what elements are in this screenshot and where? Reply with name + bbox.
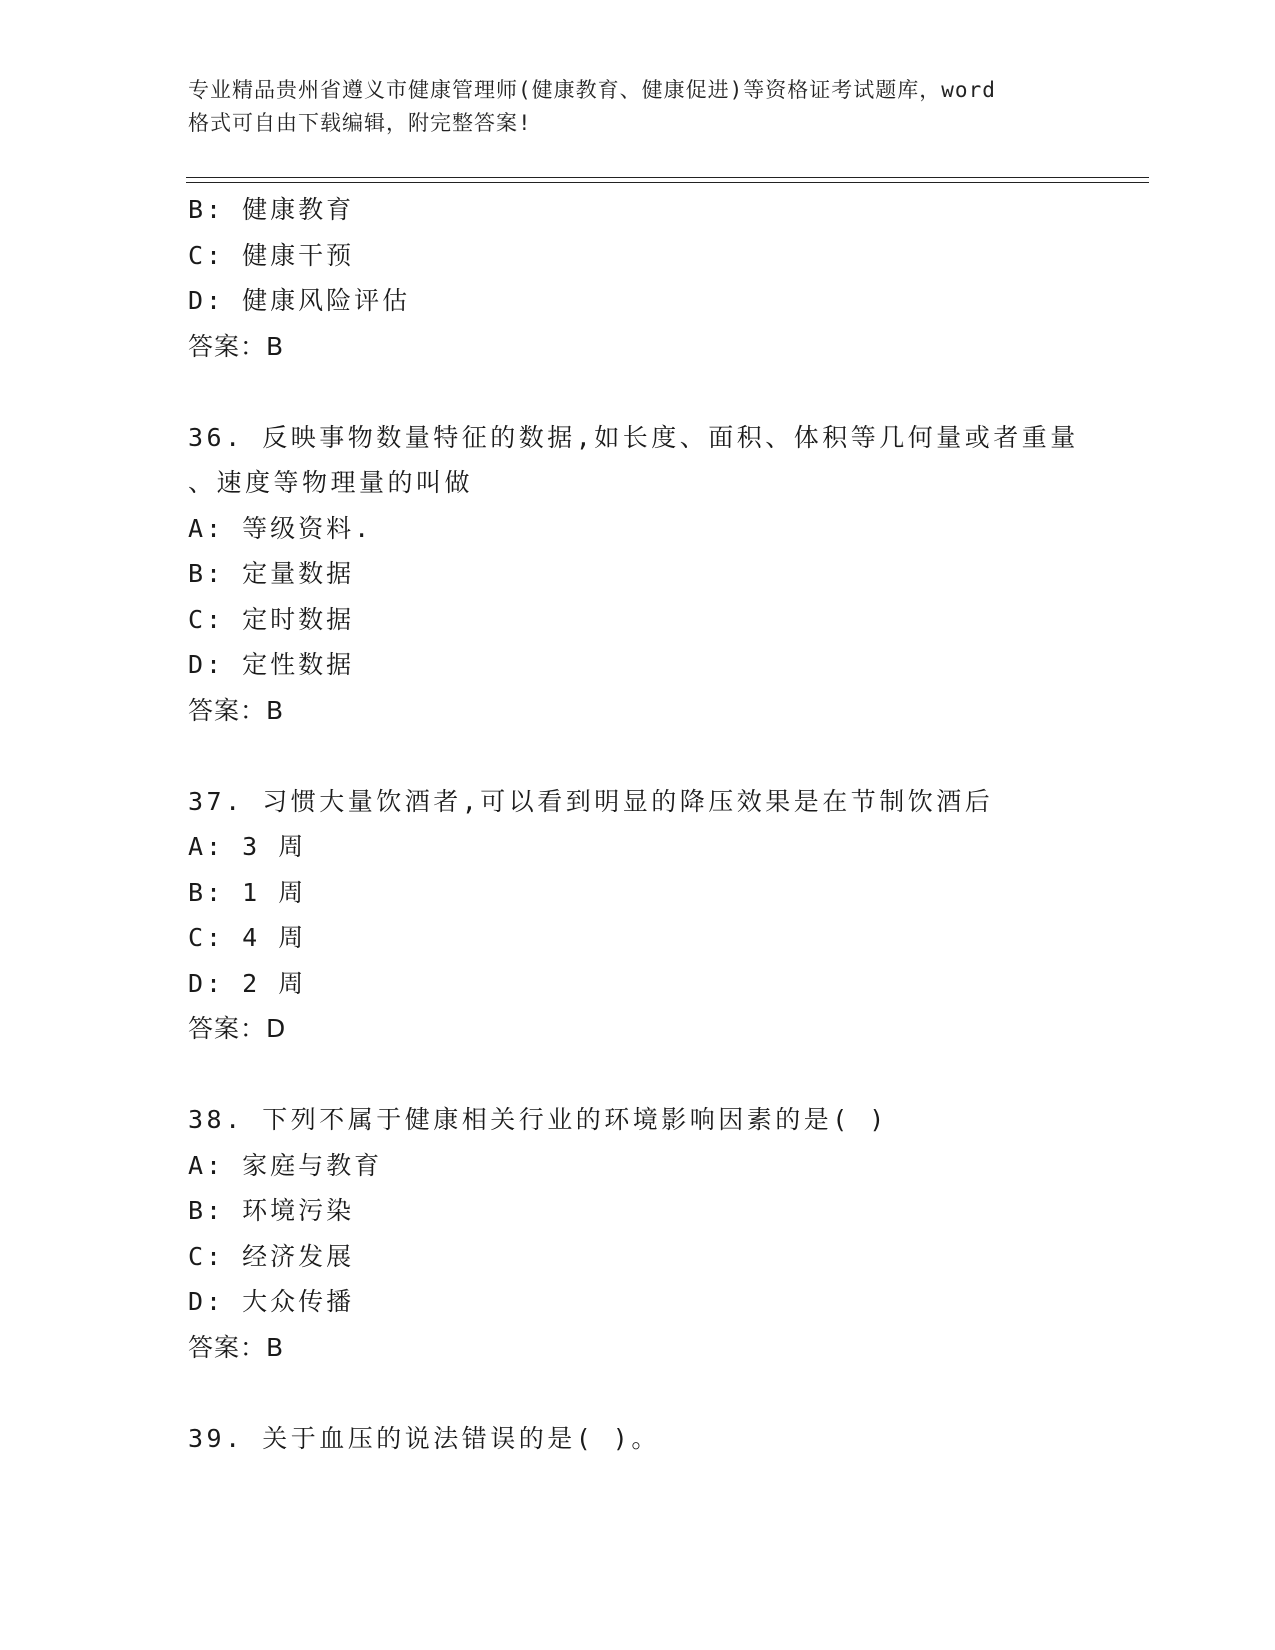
option-d: D: 2 周 [188,968,307,998]
question-list [188,187,1088,1461]
question-36 [188,415,1088,734]
question-stem-continued: 、速度等物理量的叫做 [188,468,474,497]
question-stem: 39. 关于血压的说法错误的是( )。 [188,1423,660,1453]
option-b: B: 1 周 [188,877,307,907]
header-divider-bottom [186,182,1149,183]
option-c: C: 4 周 [188,923,307,952]
option-c: C: 经济发展 [188,1241,355,1271]
option-c: C: 健康干预 [188,240,355,270]
answer: 答案：B [188,695,285,725]
option-b: B: 定量数据 [188,559,355,588]
document-header [188,74,1088,140]
option-b: B: 环境污染 [188,1196,355,1225]
option-d: D: 定性数据 [188,650,355,679]
option-c: C: 定时数据 [188,604,355,634]
question-stem: 38. 下列不属于健康相关行业的环境影响因素的是( ) [188,1105,888,1134]
question-38 [188,1097,1088,1370]
option-a: A: 等级资料. [188,513,373,543]
option-a: A: 3 周 [188,832,307,861]
option-b: B: 健康教育 [188,195,355,224]
option-d: D: 健康风险评估 [188,286,411,315]
header-line-1: 专业精品贵州省遵义市健康管理师(健康教育、健康促进)等资格证考试题库，word [188,78,996,102]
option-a: A: 家庭与教育 [188,1150,383,1180]
question-37 [188,779,1088,1052]
option-d: D: 大众传播 [188,1287,355,1316]
answer: 答案：D [188,1014,287,1043]
header-divider-top [186,177,1149,178]
question-39 [188,1416,1088,1462]
header-line-2: 格式可自由下载编辑，附完整答案! [188,111,532,135]
question-stem: 37. 习惯大量饮酒者,可以看到明显的降压效果是在节制饮酒后 [188,786,994,816]
answer: 答案：B [188,331,285,361]
answer: 答案：B [188,1332,285,1362]
question-35-continued [188,187,1088,369]
question-stem: 36. 反映事物数量特征的数据,如长度、面积、体积等几何量或者重量 [188,422,1079,452]
